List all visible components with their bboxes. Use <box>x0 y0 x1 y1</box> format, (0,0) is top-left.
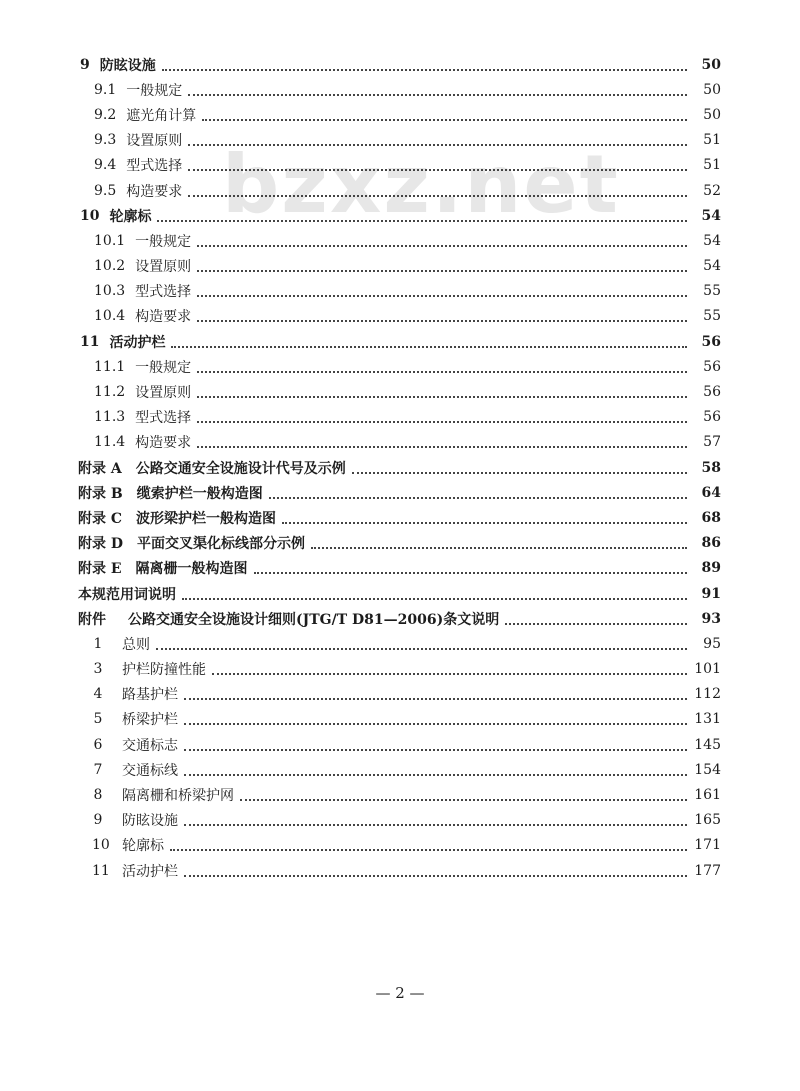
table-of-contents <box>0 52 800 883</box>
toc-entry-number: 11 <box>80 333 100 350</box>
toc-entry-title: 型式选择 <box>126 158 183 175</box>
toc-entry-title: 一般规定 <box>126 82 183 99</box>
toc-entry <box>0 279 800 304</box>
toc-entry-page: 161 <box>694 787 721 804</box>
toc-entry-title: 轮廓标 <box>122 838 164 855</box>
toc-entry-page: 56 <box>703 384 721 401</box>
toc-entry-number: 附录 C <box>78 510 123 527</box>
toc-entry-page: 145 <box>694 736 721 753</box>
toc-entry-title: 公路交通安全设施设计代号及示例 <box>135 460 346 477</box>
dot-leader <box>197 444 687 448</box>
toc-entry-page: 54 <box>703 232 721 249</box>
toc-entry <box>0 153 800 178</box>
toc-entry <box>0 455 800 480</box>
toc-entry-page: 51 <box>703 157 721 174</box>
toc-entry-title: 隔离栅一般构造图 <box>135 561 248 578</box>
toc-entry-title: 型式选择 <box>135 284 192 301</box>
toc-entry-number: 11.1 <box>94 358 126 375</box>
toc-entry-title: 构造要求 <box>126 183 183 200</box>
toc-entry-title: 设置原则 <box>135 259 192 276</box>
toc-entry <box>0 757 800 782</box>
toc-entry-page: 52 <box>703 182 721 199</box>
dot-leader <box>188 193 687 197</box>
toc-entry-title: 防眩设施 <box>99 57 156 74</box>
toc-entry-page: 54 <box>703 258 721 275</box>
toc-entry-number: 9 <box>93 812 103 829</box>
dot-leader <box>184 747 687 751</box>
dot-leader <box>162 67 687 71</box>
toc-entry-page: 50 <box>701 56 721 73</box>
toc-entry <box>0 808 800 833</box>
toc-entry-number: 11.4 <box>94 434 126 451</box>
toc-entry <box>0 52 800 77</box>
toc-entry-title: 缆索护栏一般构造图 <box>136 485 263 502</box>
toc-entry-title: 型式选择 <box>135 410 192 427</box>
toc-entry-page: 55 <box>703 283 721 300</box>
toc-entry-page: 68 <box>701 509 721 526</box>
dot-leader <box>197 268 687 272</box>
toc-entry-title: 平面交叉渠化标线部分示例 <box>137 536 306 553</box>
toc-entry-number: 9 <box>80 56 90 73</box>
toc-entry <box>0 556 800 581</box>
toc-entry <box>0 77 800 102</box>
toc-entry-number: 11 <box>92 862 110 879</box>
toc-entry-title: 交通标线 <box>122 762 178 779</box>
dot-leader <box>156 646 687 650</box>
dot-leader <box>184 772 687 776</box>
toc-entry-number: 9.4 <box>94 157 117 174</box>
dot-leader <box>505 621 687 625</box>
toc-entry-number: 10 <box>80 207 100 224</box>
dot-leader <box>171 344 687 348</box>
toc-entry <box>0 430 800 455</box>
toc-entry-title: 防眩设施 <box>122 813 178 830</box>
dot-leader <box>197 243 687 247</box>
toc-entry-page: 56 <box>703 409 721 426</box>
toc-entry-page: 54 <box>701 207 721 224</box>
dot-leader <box>188 142 687 146</box>
toc-entry <box>0 102 800 127</box>
dot-leader <box>157 218 687 222</box>
toc-entry-page: 51 <box>703 132 721 149</box>
toc-entry <box>0 606 800 631</box>
toc-entry <box>0 405 800 430</box>
toc-entry-number: 10.1 <box>94 232 126 249</box>
toc-entry-number: 10.3 <box>94 283 126 300</box>
toc-entry-title: 本规范用词说明 <box>78 586 176 603</box>
toc-entry-title: 构造要求 <box>135 435 192 452</box>
toc-entry-title: 一般规定 <box>135 233 192 250</box>
toc-entry-number: 附录 B <box>78 485 123 502</box>
dot-leader <box>212 671 687 675</box>
toc-entry <box>0 782 800 807</box>
toc-entry-number: 10.4 <box>94 308 126 325</box>
toc-entry-number: 附录 D <box>78 536 124 553</box>
toc-entry-number: 1 <box>93 635 103 652</box>
dot-leader <box>197 369 687 373</box>
toc-entry-title: 总则 <box>122 636 150 653</box>
toc-entry-page: 58 <box>701 459 721 476</box>
dot-leader <box>184 822 687 826</box>
toc-entry-number: 9.2 <box>94 106 117 123</box>
watermark-text: bzxz.net <box>222 138 620 231</box>
toc-entry-number: 5 <box>93 711 103 728</box>
toc-entry <box>0 505 800 530</box>
toc-entry-number: 7 <box>93 761 103 778</box>
toc-entry-page: 50 <box>703 106 721 123</box>
dot-leader <box>182 596 687 600</box>
toc-entry-page: 165 <box>694 812 721 829</box>
dot-leader <box>188 92 687 96</box>
toc-entry-number: 9.3 <box>94 132 117 149</box>
dot-leader <box>197 318 687 322</box>
toc-entry-number: 9.5 <box>94 182 117 199</box>
dot-leader <box>352 470 687 474</box>
toc-entry-number: 8 <box>93 787 103 804</box>
toc-entry <box>0 531 800 556</box>
toc-entry-page: 56 <box>701 333 721 350</box>
toc-entry-number: 6 <box>93 736 103 753</box>
toc-entry <box>0 329 800 354</box>
toc-entry-page: 101 <box>694 661 721 678</box>
toc-entry-title: 构造要求 <box>135 309 192 326</box>
toc-entry-title: 轮廓标 <box>109 208 152 225</box>
dot-leader <box>282 520 687 524</box>
toc-entry-title: 路基护栏 <box>122 687 178 704</box>
toc-entry-title: 波形梁护栏一般构造图 <box>136 510 277 527</box>
toc-entry-page: 91 <box>701 585 721 602</box>
toc-entry-number: 4 <box>93 686 103 703</box>
toc-entry <box>0 203 800 228</box>
toc-entry-number: 10.2 <box>94 258 126 275</box>
toc-entry-page: 56 <box>703 358 721 375</box>
toc-entry-page: 112 <box>694 686 721 703</box>
dot-leader <box>184 721 687 725</box>
dot-leader <box>197 419 687 423</box>
toc-entry-number: 附件 <box>78 611 106 628</box>
dot-leader <box>269 495 687 499</box>
toc-entry <box>0 128 800 153</box>
dot-leader <box>311 545 687 549</box>
toc-entry-title: 公路交通安全设施设计细则(JTG/T D81—2006)条文说明 <box>128 611 500 628</box>
toc-entry <box>0 228 800 253</box>
toc-entry <box>0 657 800 682</box>
toc-entry-title: 遮光角计算 <box>126 107 197 124</box>
toc-entry <box>0 254 800 279</box>
toc-entry-page: 86 <box>701 535 721 552</box>
toc-entry <box>0 631 800 656</box>
toc-entry <box>0 682 800 707</box>
toc-entry-page: 93 <box>701 610 721 627</box>
toc-entry-page: 64 <box>701 484 721 501</box>
toc-entry-page: 89 <box>701 560 721 577</box>
toc-entry <box>0 480 800 505</box>
toc-entry-number: 3 <box>93 661 103 678</box>
toc-entry-page: 131 <box>694 711 721 728</box>
dot-leader <box>197 394 687 398</box>
toc-entry-page: 95 <box>703 635 721 652</box>
toc-entry <box>0 178 800 203</box>
toc-entry-page: 50 <box>703 81 721 98</box>
toc-entry-page: 57 <box>703 434 721 451</box>
toc-entry-page: 154 <box>694 761 721 778</box>
toc-entry-title: 护栏防撞性能 <box>122 662 206 679</box>
toc-entry-title: 设置原则 <box>135 385 192 402</box>
dot-leader <box>254 570 687 574</box>
page-number-footer: — 2 — <box>375 984 425 1002</box>
toc-entry-number: 11.3 <box>94 409 126 426</box>
toc-entry-title: 交通标志 <box>122 737 178 754</box>
dot-leader <box>184 696 687 700</box>
toc-entry-title: 活动护栏 <box>122 863 178 880</box>
dot-leader <box>202 117 687 121</box>
toc-entry-number: 10 <box>92 837 110 854</box>
toc-entry <box>0 707 800 732</box>
toc-entry <box>0 581 800 606</box>
toc-entry <box>0 379 800 404</box>
toc-entry-title: 桥梁护栏 <box>122 712 178 729</box>
dot-leader <box>188 167 687 171</box>
toc-entry-title: 一般规定 <box>135 359 192 376</box>
toc-entry <box>0 354 800 379</box>
toc-entry <box>0 858 800 883</box>
dot-leader <box>184 873 687 877</box>
toc-entry-title: 设置原则 <box>126 133 183 150</box>
toc-entry-page: 177 <box>694 862 721 879</box>
toc-entry-page: 171 <box>694 837 721 854</box>
toc-entry <box>0 304 800 329</box>
toc-entry-number: 11.2 <box>94 384 126 401</box>
toc-entry-page: 55 <box>703 308 721 325</box>
toc-entry <box>0 732 800 757</box>
toc-entry-title: 隔离栅和桥梁护网 <box>122 788 234 805</box>
dot-leader <box>170 847 687 851</box>
toc-entry-number: 附录 E <box>78 561 122 578</box>
dot-leader <box>240 797 687 801</box>
dot-leader <box>197 293 687 297</box>
toc-entry-title: 活动护栏 <box>109 334 166 351</box>
toc-entry <box>0 833 800 858</box>
toc-entry-number: 9.1 <box>94 81 117 98</box>
toc-entry-number: 附录 A <box>78 460 122 477</box>
